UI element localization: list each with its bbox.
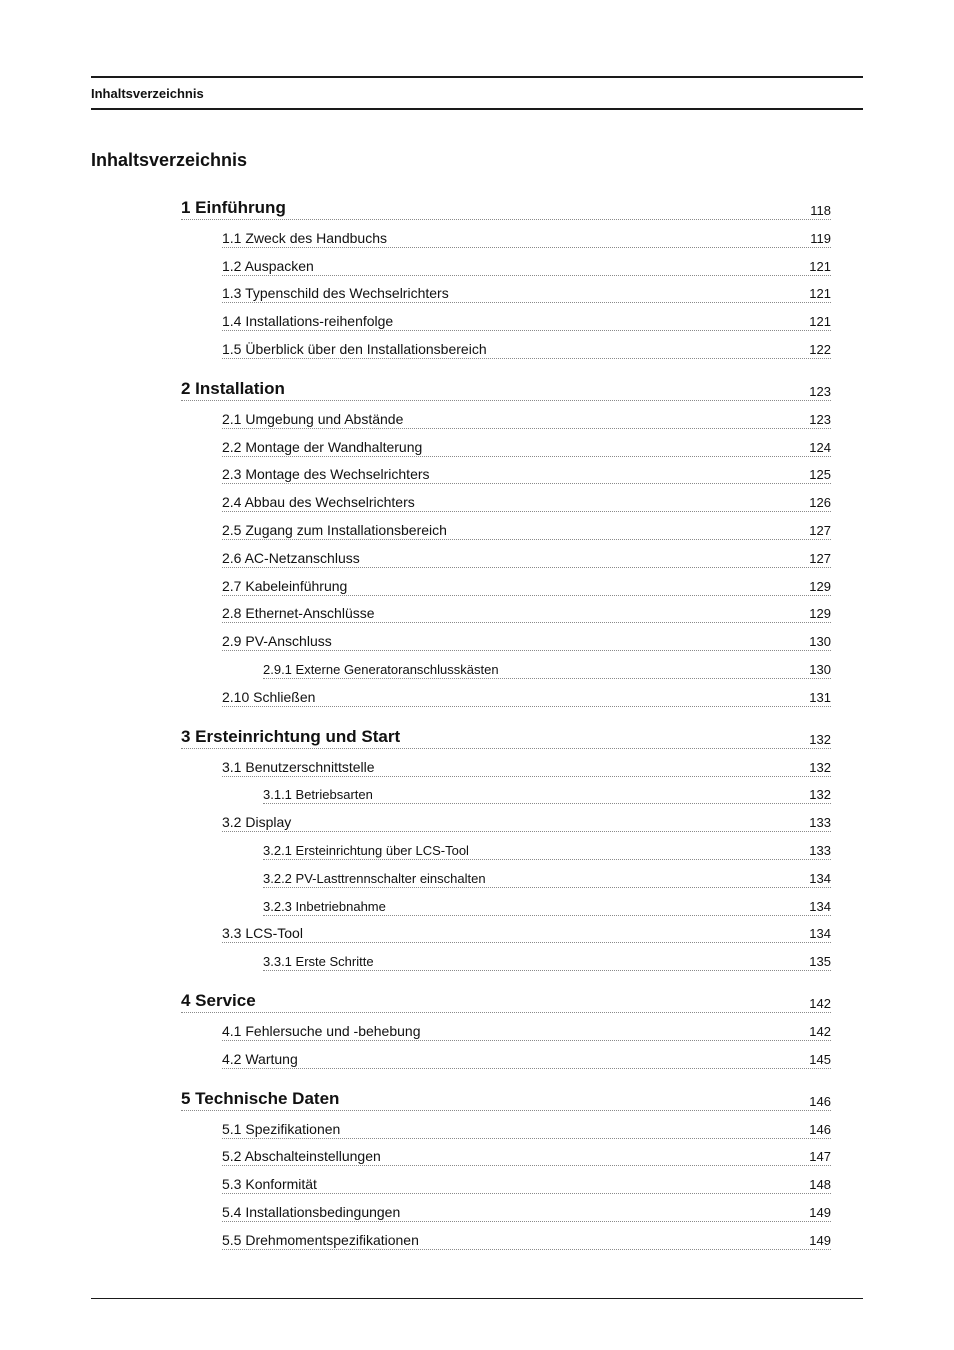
toc-entry-title: 2.6 AC-Netzanschluss [222,549,360,566]
toc-entry-section-2-6[interactable] [222,546,831,568]
toc-entry-title: 1.2 Auspacken [222,257,314,274]
toc-entry-section-5-2[interactable] [222,1144,831,1166]
toc-entry-section-3-1[interactable] [222,755,831,777]
toc-entry-section-5-3[interactable] [222,1172,831,1194]
toc-entry-title: 3 Ersteinrichtung und Start [181,726,401,746]
toc-entry-page-number: 148 [809,1177,831,1193]
toc-entry-title: 2 Installation [181,379,285,398]
toc-entry-subsection-3-2-1[interactable] [263,838,831,860]
toc-entry-page-number: 145 [809,1051,831,1067]
toc-entry-title: 2.2 Montage der Wandhalterung [222,438,423,455]
running-header: Inhaltsverzeichnis [91,86,204,101]
toc-entry-page-number: 142 [809,996,831,1012]
toc-entry-section-2-4[interactable] [222,490,831,512]
toc-entry-chapter-3[interactable] [181,725,831,749]
toc-entry-title: 2.9.1 Externe Generatoranschlusskästen [263,662,499,677]
toc-entry-page-number: 131 [809,689,831,705]
toc-entry-title: 2.3 Montage des Wechselrichters [222,466,430,483]
toc-entry-title: 5.3 Konformität [222,1176,317,1193]
toc-entry-page-number: 132 [809,731,831,747]
toc-entry-title: 5 Technische Daten [181,1088,340,1108]
toc-entry-title: 3.1.1 Betriebsarten [263,787,373,803]
toc-entry-title: 2.10 Schließen [222,688,316,705]
toc-entry-title: 5.1 Spezifikationen [222,1120,341,1137]
toc-entry-page-number: 135 [809,954,831,970]
toc-entry-title: 2.5 Zugang zum Installationsbereich [222,522,447,538]
toc-entry-title: 3.2.1 Ersteinrichtung über LCS-Tool [263,843,469,858]
toc-entry-title: 3.2.3 Inbetriebnahme [263,898,386,914]
toc-entry-page-number: 129 [809,606,831,622]
toc-entry-page-number: 134 [809,870,831,886]
toc-entry-page-number: 123 [809,411,831,427]
toc-entry-page-number: 130 [809,662,831,677]
toc-entry-section-1-4[interactable] [222,309,831,331]
toc-entry-page-number: 127 [809,550,831,566]
toc-entry-page-number: 127 [809,523,831,538]
toc-entry-section-5-5[interactable] [222,1228,831,1250]
toc-entry-section-3-3[interactable] [222,921,831,943]
toc-entry-title: 2.7 Kabeleinführung [222,577,348,594]
toc-entry-page-number: 122 [809,342,831,357]
toc-entry-title: 3.3.1 Erste Schritte [263,954,374,970]
toc-entry-title: 3.3 LCS-Tool [222,925,303,942]
toc-entry-page-number: 121 [809,314,831,330]
toc-entry-page-number: 149 [809,1232,831,1248]
toc-entry-section-2-10[interactable] [222,685,831,707]
toc-entry-page-number: 129 [809,578,831,594]
toc-entry-page-number: 118 [810,203,831,218]
toc-entry-section-4-1[interactable] [222,1019,831,1041]
toc-entry-page-number: 146 [809,1093,831,1109]
toc-entry-title: 3.2 Display [222,814,292,831]
toc-entry-title: 2.9 PV-Anschluss [222,633,332,650]
toc-entry-section-2-8[interactable] [222,601,831,623]
toc-entry-page-number: 121 [809,286,831,302]
toc-entry-subsection-3-3-1[interactable] [263,949,831,971]
toc-entry-section-1-2[interactable] [222,254,831,276]
toc-entry-title: 1.5 Überblick über den Installationsbereich [222,341,487,357]
toc-entry-title: 5.5 Drehmomentspezifikationen [222,1231,419,1248]
toc-entry-section-2-7[interactable] [222,574,831,596]
toc-entry-subsection-3-1-1[interactable] [263,782,831,804]
toc-entry-section-1-1[interactable] [222,226,831,248]
toc-entry-page-number: 142 [809,1024,831,1039]
toc-entry-section-2-2[interactable] [222,435,831,457]
toc-entry-title: 5.4 Installationsbedingungen [222,1204,401,1220]
toc-entry-section-3-2[interactable] [222,810,831,832]
toc-entry-title: 2.1 Umgebung und Abstände [222,410,404,427]
toc-entry-section-1-3[interactable] [222,281,831,303]
toc-entry-section-5-1[interactable] [222,1117,831,1139]
footer-rule [91,1298,863,1299]
toc-entry-section-4-2[interactable] [222,1047,831,1069]
toc-entry-section-1-5[interactable] [222,337,831,359]
toc-entry-page-number: 133 [809,815,831,831]
toc-entry-title: 1.4 Installations-reihenfolge [222,313,394,330]
toc-entry-title: 4.2 Wartung [222,1050,298,1067]
toc-entry-page-number: 125 [809,467,831,483]
toc-entry-title: 4.1 Fehlersuche und -behebung [222,1023,421,1039]
toc-entry-page-number: 132 [809,787,831,803]
toc-entry-page-number: 134 [809,926,831,942]
toc-entry-title: 3.1 Benutzerschnittstelle [222,758,375,775]
toc-entry-page-number: 119 [810,230,831,246]
toc-heading: Inhaltsverzeichnis [91,150,248,170]
toc-entry-section-2-1[interactable] [222,407,831,429]
toc-entry-title: 4 Service [181,991,256,1011]
toc-entry-chapter-4[interactable] [181,989,831,1013]
toc-entry-title: 1 Einführung [181,198,286,217]
toc-entry-page-number: 134 [809,898,831,914]
toc-entry-title: 5.2 Abschalteinstellungen [222,1148,381,1165]
toc-entry-title: 3.2.2 PV-Lasttrennschalter einschalten [263,870,486,886]
toc-entry-section-5-4[interactable] [222,1200,831,1222]
toc-entry-page-number: 132 [809,759,831,775]
toc-entry-title: 1.3 Typenschild des Wechselrichters [222,285,449,302]
toc-entry-subsection-3-2-3[interactable] [263,894,831,916]
toc-entry-page-number: 130 [809,634,831,650]
toc-entry-subsection-3-2-2[interactable] [263,866,831,888]
toc-entry-page-number: 133 [809,843,831,858]
toc-entry-section-2-9[interactable] [222,629,831,651]
toc-entry-chapter-5[interactable] [181,1087,831,1111]
toc-entry-page-number: 146 [809,1121,831,1137]
toc-entry-chapter-2[interactable] [181,377,831,401]
toc-entry-title: 1.1 Zweck des Handbuchs [222,229,387,246]
toc-entry-page-number: 121 [809,258,831,274]
toc-entry-page-number: 123 [809,384,831,399]
toc-entry-page-number: 124 [809,439,831,455]
toc-entry-page-number: 147 [809,1149,831,1165]
toc-entry-section-2-3[interactable] [222,462,831,484]
toc-entry-chapter-1[interactable] [181,196,831,220]
toc-entry-subsection-2-9-1[interactable] [263,657,831,679]
toc-entry-page-number: 126 [809,495,831,511]
toc-entry-section-2-5[interactable] [222,518,831,540]
toc-entry-title: 2.4 Abbau des Wechselrichters [222,494,415,511]
toc-entry-title: 2.8 Ethernet-Anschlüsse [222,605,375,622]
toc-entry-page-number: 149 [809,1205,831,1220]
